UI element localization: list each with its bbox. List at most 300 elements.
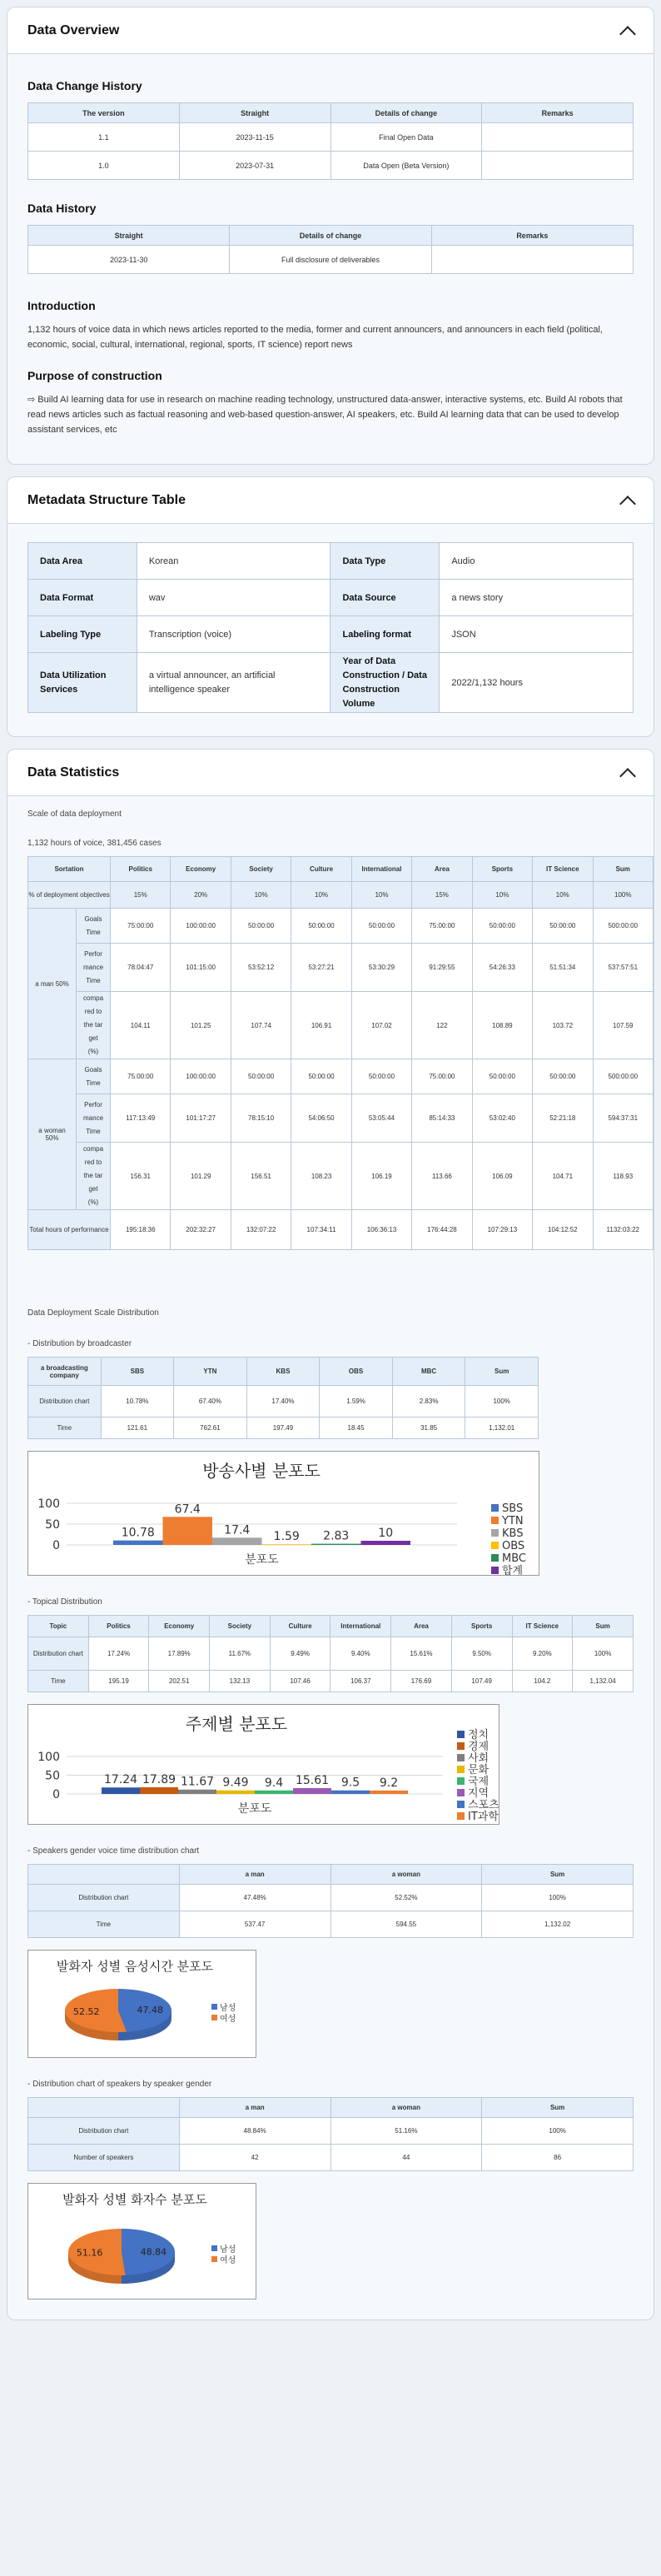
col-header: Remarks: [482, 103, 634, 123]
broadcaster-chart: [27, 1451, 539, 1576]
legend-swatch: [211, 2004, 217, 2010]
gender-time-label: - Speakers gender voice time distribution chart: [27, 1846, 200, 1856]
cell: 9.50%: [451, 1637, 512, 1671]
legend-swatch: [457, 1789, 465, 1796]
data-label: 9.5: [340, 1776, 360, 1790]
table-row: [28, 882, 654, 909]
legend-swatch: [491, 1529, 499, 1537]
row-label: % of deployment objectives: [28, 882, 111, 909]
meta-key: Data Format: [28, 580, 137, 616]
cell: 44: [330, 2145, 482, 2171]
col-header: Economy: [149, 1616, 210, 1637]
meta-key: Data Utilization Services: [28, 653, 137, 713]
col-header: Sports: [472, 857, 532, 882]
cell: 101.29: [171, 1143, 231, 1210]
legend-label: 여성: [220, 2015, 236, 2024]
overview-header[interactable]: [7, 7, 654, 54]
row-label: compared to the target (%): [77, 992, 111, 1059]
col-header: Area: [412, 857, 472, 882]
bar-경제: [140, 1787, 178, 1794]
col-header: Sum: [593, 857, 653, 882]
broadcaster-table: [27, 1357, 539, 1439]
meta-key: Year of Data Construction / Data Construction Volume: [330, 653, 440, 713]
legend-label: 문화: [468, 1764, 490, 1776]
purpose-text: ⇨ Build AI learning data for use in research on machine reading technology, unstructured data-answer, interactive systems, etc. Build AI robots that read news articles such as factual reasoning and web-based question-answer, AI speakers, etc. Build AI learning data that can be used to develop assistant services, etc: [27, 395, 623, 435]
bar-지역: [293, 1788, 331, 1794]
y-tick-label: 0: [52, 1788, 60, 1801]
cell: 107.02: [351, 992, 411, 1059]
table-row: [28, 246, 634, 274]
cell: 156.31: [111, 1143, 171, 1210]
legend-swatch: [457, 1777, 465, 1785]
cell: 52:21:18: [533, 1094, 593, 1143]
cell: 594:37:31: [593, 1094, 653, 1143]
data-label: 2.83: [323, 1529, 350, 1543]
table-row: [28, 580, 634, 616]
col-header: IT Science: [512, 1616, 573, 1637]
cell: 107.46: [270, 1671, 330, 1692]
legend-label: YTN: [502, 1515, 524, 1527]
cell: 2023-07-31: [179, 152, 330, 180]
row-label: Distribution chart: [28, 1637, 89, 1671]
cell: 9.20%: [512, 1637, 573, 1671]
row-label: Distribution chart: [28, 2118, 180, 2145]
col-header: [28, 2098, 180, 2118]
data-label: 9.2: [379, 1776, 399, 1790]
row-label: Distribution chart: [28, 1386, 102, 1418]
cell: 50:00:00: [231, 1059, 291, 1094]
row-label: Time: [28, 1418, 102, 1439]
legend-swatch: [491, 1554, 499, 1562]
legend-label: MBC: [502, 1552, 526, 1565]
cell: 9.40%: [330, 1637, 391, 1671]
col-header: Sum: [465, 1358, 539, 1386]
cell: 101:17:27: [171, 1094, 231, 1143]
intro-text: 1,132 hours of voice data in which news articles reported to the media, former and current announcers, and announcers in each field (political, economic, social, cultural, international, regional, sports, IT science) report news: [27, 325, 603, 350]
x-axis-label: 분포도: [237, 1802, 272, 1816]
data-label: 9.4: [264, 1776, 284, 1790]
cell: 48.84%: [179, 2118, 330, 2145]
row-label: Goals Time: [77, 1059, 111, 1094]
cell: 108.23: [291, 1143, 351, 1210]
col-header: The version: [28, 103, 180, 123]
meta-value: Audio: [440, 543, 634, 580]
cell: 195:18:36: [111, 1210, 171, 1250]
group-label: a woman 50%: [28, 1059, 77, 1210]
chart-title: 발화자 성별 화자수 분포도: [62, 2192, 207, 2207]
cell: 762.61: [174, 1418, 247, 1439]
row-label: Total hours of performance: [28, 1210, 111, 1250]
table-row: [28, 1386, 539, 1418]
bar-국제: [255, 1791, 293, 1794]
bar-사회: [178, 1790, 216, 1794]
change-history-table: [27, 102, 634, 180]
metadata-panel: [7, 476, 654, 737]
cell: 78:04:47: [111, 944, 171, 992]
col-header: Straight: [28, 226, 230, 246]
meta-key: Data Area: [28, 543, 137, 580]
statistics-panel: [7, 749, 654, 2320]
statistics-title: Data Statistics: [27, 765, 120, 780]
legend-label: 사회: [468, 1752, 490, 1765]
chevron-up-icon[interactable]: [619, 768, 636, 785]
cell: 100%: [573, 1637, 634, 1671]
bar-YTN: [163, 1517, 213, 1545]
bar-MBC: [311, 1544, 361, 1545]
meta-key: Labeling format: [330, 616, 440, 653]
col-header: SBS: [101, 1358, 174, 1386]
col-header: YTN: [174, 1358, 247, 1386]
row-label: Distribution chart: [28, 1885, 180, 1911]
cell: 15%: [412, 882, 472, 909]
cell: 17.40%: [246, 1386, 320, 1418]
cell: 50:00:00: [351, 1059, 411, 1094]
cell: 11.67%: [210, 1637, 271, 1671]
cell: 9.49%: [270, 1637, 330, 1671]
cell: 537.47: [179, 1911, 330, 1938]
cell: 132:07:22: [231, 1210, 291, 1250]
cell: 1,132.02: [482, 1911, 634, 1938]
col-header: Culture: [291, 857, 351, 882]
col-header: a woman: [330, 1865, 482, 1885]
col-header: [28, 1865, 180, 1885]
table-row: [28, 1911, 634, 1938]
gender-count-table: [27, 2097, 634, 2171]
legend-swatch: [211, 2256, 217, 2262]
slice-label: 48.84: [140, 2246, 167, 2258]
cell: 202.51: [149, 1671, 210, 1692]
cell: 1132:03:22: [593, 1210, 653, 1250]
cell: 18.45: [320, 1418, 393, 1439]
meta-value: a news story: [440, 580, 634, 616]
cell: 54:06:50: [291, 1094, 351, 1143]
cell: 537:57:51: [593, 944, 653, 992]
dist-scale-label: Data Deployment Scale Distribution: [27, 1308, 159, 1318]
history-table: [27, 225, 634, 274]
col-header: Politics: [111, 857, 171, 882]
legend-label: 남성: [220, 2004, 236, 2013]
legend-swatch: [491, 1542, 499, 1549]
table-row: [28, 1637, 634, 1671]
cell: 10%: [533, 882, 593, 909]
slice-label: 51.16: [76, 2247, 103, 2259]
col-header: IT Science: [533, 857, 593, 882]
cell: 50:00:00: [291, 1059, 351, 1094]
overview-panel: [7, 7, 654, 465]
x-axis-label: 분포도: [245, 1553, 279, 1567]
data-label: 11.67: [180, 1775, 215, 1789]
col-header: Politics: [88, 1616, 149, 1637]
col-header: a man: [179, 1865, 330, 1885]
col-header: Details of change: [230, 226, 431, 246]
cell: 106.91: [291, 992, 351, 1059]
cell: 104:12:52: [533, 1210, 593, 1250]
bar-SBS: [113, 1541, 163, 1545]
y-tick-label: 100: [37, 1751, 60, 1764]
intro-title: Introduction: [27, 299, 96, 312]
col-header: Society: [231, 857, 291, 882]
gender-time-pie-chart: [28, 1951, 256, 2057]
table-row: [28, 2145, 634, 2171]
legend-swatch: [211, 2015, 217, 2020]
gender-time-table: [27, 1864, 634, 1938]
chart-title: 방송사별 분포도: [202, 1461, 321, 1481]
cell: 91:29:55: [412, 944, 472, 992]
cell: 132.13: [210, 1671, 271, 1692]
data-label: 17.24: [103, 1773, 138, 1787]
cell: 107.49: [451, 1671, 512, 1692]
cell: 107:34:11: [291, 1210, 351, 1250]
cell: 156.51: [231, 1143, 291, 1210]
cell: 108.89: [472, 992, 532, 1059]
cell: 75:00:00: [412, 909, 472, 944]
cell: Data Open (Beta Version): [330, 152, 482, 180]
y-tick-label: 100: [37, 1497, 60, 1511]
col-header: Details of change: [330, 103, 482, 123]
overview-title: Data Overview: [27, 22, 120, 37]
row-label: Time: [28, 1671, 89, 1692]
legend-label: SBS: [502, 1502, 524, 1515]
gender-count-label: - Distribution chart of speakers by speaker gender: [27, 2080, 212, 2089]
legend-label: 합계: [502, 1565, 524, 1575]
cell: 17.89%: [149, 1637, 210, 1671]
col-header: OBS: [320, 1358, 393, 1386]
col-header: Sports: [451, 1616, 512, 1637]
cell: 1.0: [28, 152, 180, 180]
cell: 10%: [351, 882, 411, 909]
col-header: a woman: [330, 2098, 482, 2118]
data-label: 9.49: [222, 1776, 249, 1790]
cell: 31.85: [392, 1418, 465, 1439]
cell: 106:36:13: [351, 1210, 411, 1250]
col-header: Sortation: [28, 857, 111, 882]
data-label: 10: [378, 1527, 394, 1540]
gender-count-pie-chart: [28, 2184, 256, 2299]
cell: [482, 152, 634, 180]
cell: 51.16%: [330, 2118, 482, 2145]
col-header: Topic: [28, 1616, 89, 1637]
cell: 10%: [231, 882, 291, 909]
legend-label: 여성: [220, 2256, 236, 2265]
cell: 10%: [472, 882, 532, 909]
meta-value: Korean: [137, 543, 330, 580]
scale-label: Scale of data deployment: [27, 810, 122, 819]
cell: 86: [482, 2145, 634, 2171]
legend-swatch: [457, 1801, 465, 1808]
cell: 47.48%: [179, 1885, 330, 1911]
legend-label: 국제: [468, 1776, 490, 1788]
history-title: Data History: [27, 202, 97, 215]
deployment-table: [27, 856, 654, 1250]
cell: 100:00:00: [171, 909, 231, 944]
cell: 2023-11-30: [28, 246, 230, 274]
legend-swatch: [457, 1812, 465, 1820]
data-label: 17.4: [224, 1523, 251, 1537]
chart-title: 주제별 분포도: [185, 1714, 288, 1734]
bar-정치: [102, 1787, 140, 1794]
data-label: 10.78: [121, 1526, 155, 1540]
table-row: [28, 1210, 654, 1250]
cell: 1,132.01: [465, 1418, 539, 1439]
data-label: 17.89: [142, 1772, 176, 1786]
legend-label: 지역: [468, 1787, 490, 1800]
meta-value: JSON: [440, 616, 634, 653]
cell: 195.19: [88, 1671, 149, 1692]
legend-swatch: [491, 1567, 499, 1574]
table-row: [28, 1143, 654, 1210]
col-header: KBS: [246, 1358, 320, 1386]
cell: 42: [179, 2145, 330, 2171]
table-row: [28, 123, 634, 152]
bar-합계: [361, 1541, 411, 1545]
cell: 53:30:29: [351, 944, 411, 992]
meta-value: a virtual announcer, an artificial intelligence speaker: [137, 653, 330, 713]
cell: 101.25: [171, 992, 231, 1059]
legend-swatch: [491, 1517, 499, 1524]
table-row: [28, 543, 634, 580]
data-label: 15.61: [295, 1773, 330, 1787]
cell: 107.59: [593, 992, 653, 1059]
cell: 1,132.04: [573, 1671, 634, 1692]
col-header: Area: [391, 1616, 452, 1637]
cell: 75:00:00: [111, 1059, 171, 1094]
cell: 100%: [482, 2118, 634, 2145]
cell: 100%: [593, 882, 653, 909]
cell: 52.52%: [330, 1885, 482, 1911]
cell: 103.72: [533, 992, 593, 1059]
cell: Final Open Data: [330, 123, 482, 152]
table-row: [28, 1059, 654, 1094]
table-row: [28, 1094, 654, 1143]
y-tick-label: 50: [45, 1518, 60, 1532]
table-row: [28, 944, 654, 992]
cell: 100:00:00: [171, 1059, 231, 1094]
legend-swatch: [457, 1754, 465, 1761]
cell: [431, 246, 633, 274]
col-header: a man: [179, 2098, 330, 2118]
slice-label: 52.52: [72, 2006, 100, 2018]
col-header: Sum: [482, 2098, 634, 2118]
topical-chart: [27, 1704, 499, 1825]
gender-count-chart: [27, 2183, 256, 2299]
cell: 53:52:12: [231, 944, 291, 992]
statistics-header[interactable]: [7, 750, 654, 796]
col-header: Culture: [270, 1616, 330, 1637]
meta-key: Labeling Type: [28, 616, 137, 653]
row-label: compared to the target (%): [77, 1143, 111, 1210]
group-label: a man 50%: [28, 909, 77, 1059]
total-label: 1,132 hours of voice, 381,456 cases: [27, 839, 162, 848]
metadata-table: [27, 542, 634, 713]
table-row: [28, 653, 634, 713]
col-header: Sum: [573, 1616, 634, 1637]
row-label: Goals Time: [77, 909, 111, 944]
cell: 50:00:00: [291, 909, 351, 944]
row-label: Performance Time: [77, 1094, 111, 1143]
cell: 107:29:13: [472, 1210, 532, 1250]
cell: 50:00:00: [533, 909, 593, 944]
cell: 51:51:34: [533, 944, 593, 992]
cell: [482, 123, 634, 152]
cell: 50:00:00: [533, 1059, 593, 1094]
data-label: 67.4: [174, 1502, 201, 1517]
col-header: a broadcasting company: [28, 1358, 102, 1386]
cell: 10%: [291, 882, 351, 909]
gender-time-chart: [27, 1950, 256, 2058]
table-row: [28, 909, 654, 944]
broadcaster-label: - Distribution by broadcaster: [27, 1339, 132, 1348]
broadcaster-bar-chart: [28, 1452, 539, 1575]
col-header: Remarks: [431, 226, 633, 246]
table-row: [28, 152, 634, 180]
table-row: [28, 616, 634, 653]
purpose-title: Purpose of construction: [27, 369, 162, 382]
col-header: International: [351, 857, 411, 882]
col-header: International: [330, 1616, 391, 1637]
meta-key: Data Type: [330, 543, 440, 580]
meta-value: Transcription (voice): [137, 616, 330, 653]
slice-label: 47.48: [137, 2004, 164, 2015]
y-tick-label: 0: [52, 1539, 60, 1552]
cell: 117:13:49: [111, 1094, 171, 1143]
cell: 75:00:00: [111, 909, 171, 944]
cell: 85:14:33: [412, 1094, 472, 1143]
topical-label: - Topical Distribution: [27, 1597, 102, 1607]
metadata-header[interactable]: [7, 477, 654, 524]
cell: 176.69: [391, 1671, 452, 1692]
cell: 197.49: [246, 1418, 320, 1439]
cell: 106.37: [330, 1671, 391, 1692]
cell: 10.78%: [101, 1386, 174, 1418]
chart-title: 발화자 성별 음성시간 분포도: [56, 1959, 214, 1974]
cell: 500:00:00: [593, 909, 653, 944]
col-header: Society: [210, 1616, 271, 1637]
legend-swatch: [457, 1766, 465, 1773]
cell: 53:02:40: [472, 1094, 532, 1143]
cell: 2023-11-15: [179, 123, 330, 152]
cell: 54:26:33: [472, 944, 532, 992]
change-history-title: Data Change History: [27, 79, 142, 92]
meta-key: Data Source: [330, 580, 440, 616]
table-row: [28, 2118, 634, 2145]
legend-label: 경제: [468, 1741, 490, 1753]
cell: 2.83%: [392, 1386, 465, 1418]
legend-label: 남성: [220, 2245, 236, 2255]
cell: 107.74: [231, 992, 291, 1059]
topical-bar-chart: [28, 1705, 499, 1824]
cell: 50:00:00: [472, 1059, 532, 1094]
cell: 53:05:44: [351, 1094, 411, 1143]
chevron-up-icon[interactable]: [619, 26, 636, 42]
col-header: MBC: [392, 1358, 465, 1386]
cell: 122: [412, 992, 472, 1059]
legend-label: 스포츠: [468, 1799, 499, 1811]
chevron-up-icon[interactable]: [619, 496, 636, 512]
cell: 100%: [465, 1386, 539, 1418]
bar-KBS: [212, 1537, 262, 1545]
legend-swatch: [491, 1504, 499, 1512]
col-header: Straight: [179, 103, 330, 123]
cell: 15.61%: [391, 1637, 452, 1671]
cell: 78:15:10: [231, 1094, 291, 1143]
cell: 67.40%: [174, 1386, 247, 1418]
cell: 202:32:27: [171, 1210, 231, 1250]
cell: Full disclosure of deliverables: [230, 246, 431, 274]
cell: 15%: [111, 882, 171, 909]
bar-스포츠: [331, 1791, 370, 1794]
bar-OBS: [262, 1544, 312, 1545]
legend-label: OBS: [502, 1540, 525, 1552]
